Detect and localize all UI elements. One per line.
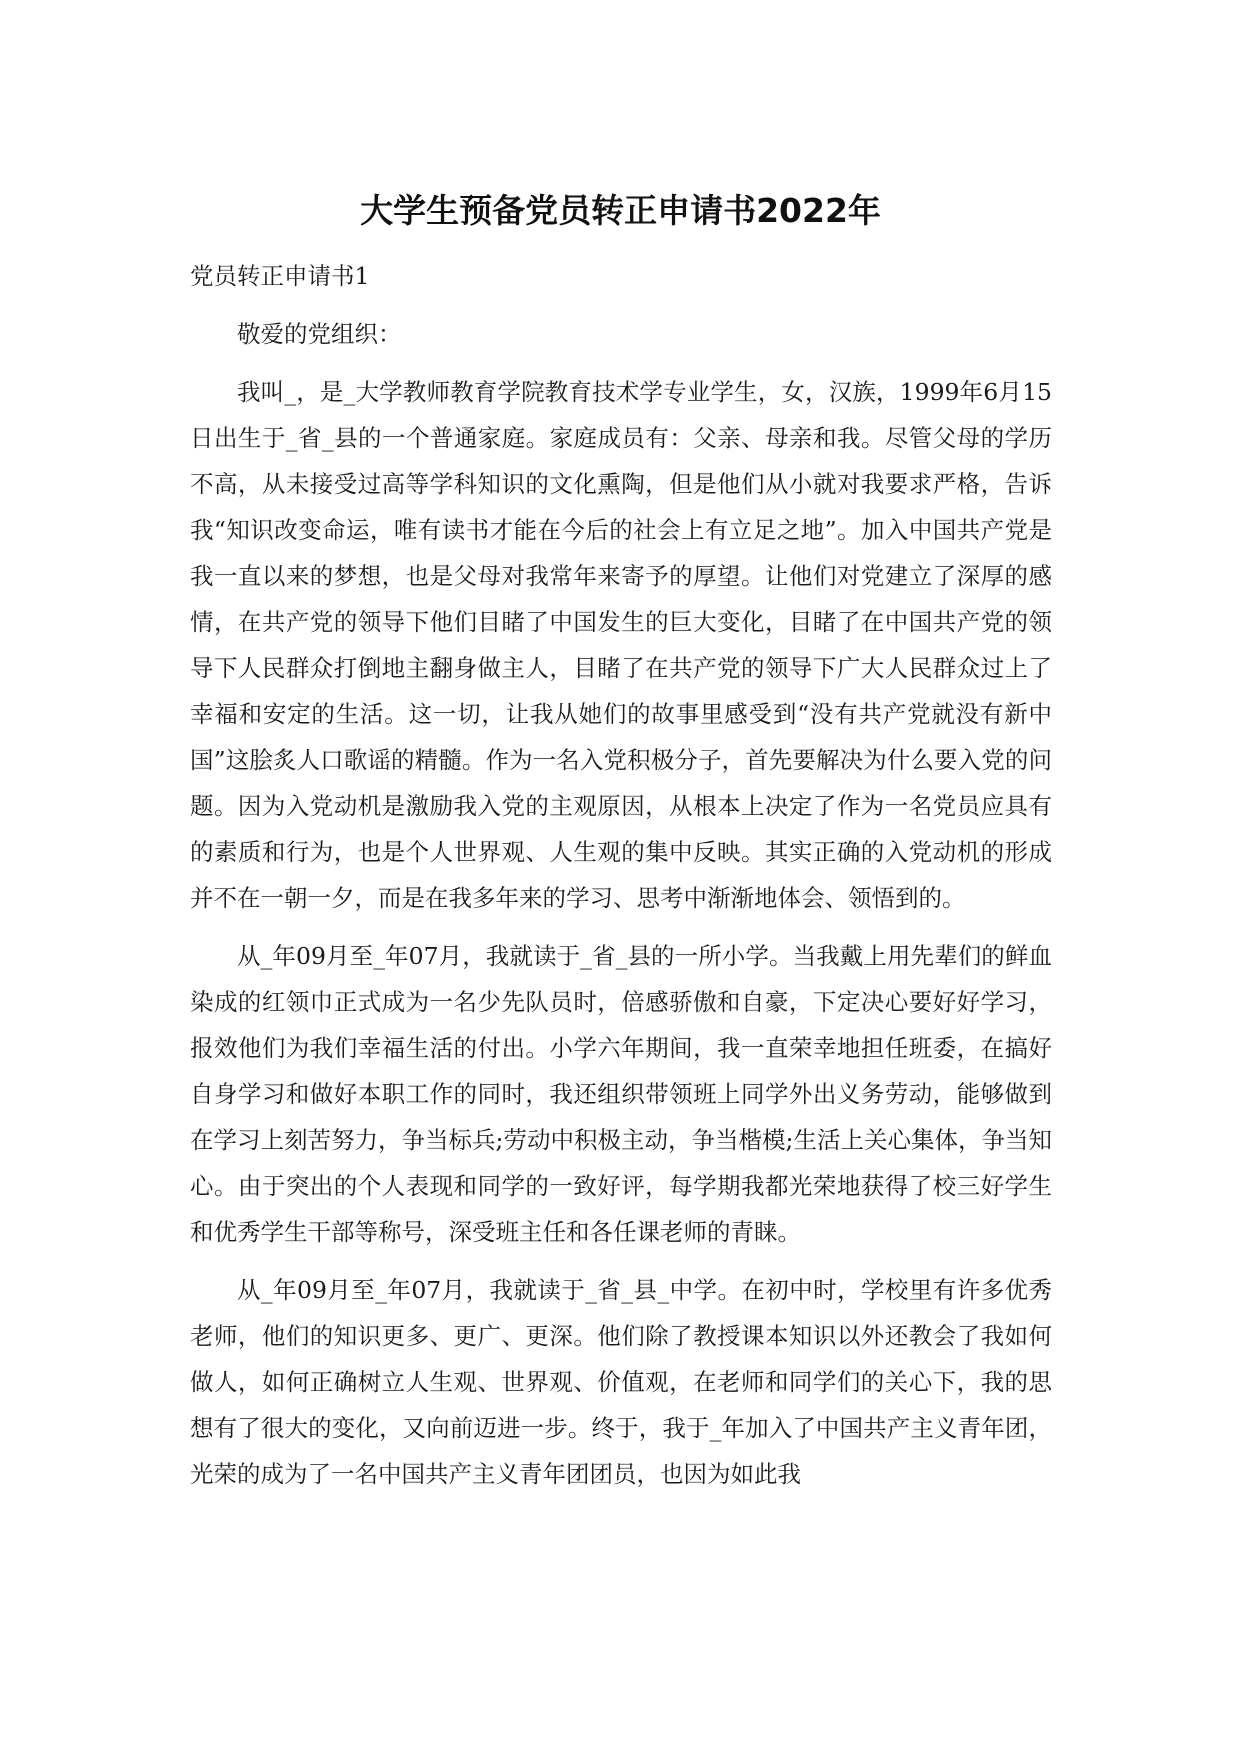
section-heading: 党员转正申请书1 [190, 262, 370, 290]
salutation: 敬爱的党组织： [237, 320, 402, 348]
body-paragraph-1: 我叫_，是_大学教师教育学院教育技术学专业学生，女，汉族，1999年6月15日出生于_省_县的一个普通家庭。家庭成员有：父亲、母亲和我。尽管父母的学历不高，从未接受过高等学科知识的文化熏陶，但是他们从小就对我要求严格，告诉我“知识改变命运，唯有读书才能在今后的社会上有立足之地”。加入中国共产党是我一直以来的梦想，也是父母对我常年来寄予的厚望。让他们对党建立了深厚的感情，在共产党的领导下他们目睹了中国发生的巨大变化，目睹了在中国共产党的领导下人民群众打倒地主翻身做主人，目睹了在共产党的领导下广大人民群众过上了幸福和安定的生活。这一切，让我从她们的故事里感受到“没有共产党就没有新中国”这脍炙人口歌谣的精髓。作为一名入党积极分子，首先要解决为什么要入党的问题。因为入党动机是激励我入党的主观原因，从根本上决定了作为一名党员应具有的素质和行为，也是个人世界观、人生观的集中反映。其实正确的入党动机的形成并不在一朝一夕，而是在我多年来的学习、思考中渐渐地体会、领悟到的。 [190, 378, 1052, 912]
body-paragraph-3: 从_年09月至_年07月，我就读于_省_县_中学。在初中时，学校里有许多优秀老师，他们的知识更多、更广、更深。他们除了教授课本知识以外还教会了我如何做人，如何正确树立人生观、世界观、价值观，在老师和同学们的关心下，我的思想有了很大的变化，又向前迈进一步。终于，我于_年加入了中国共产主义青年团，光荣的成为了一名中国共产主义青年团团员，也因为如此我 [190, 1276, 1052, 1488]
document-body [190, 253, 1052, 1509]
document-title: 大学生预备党员转正申请书2022年 [360, 191, 881, 230]
body-paragraph-2: 从_年09月至_年07月，我就读于_省_县的一所小学。当我戴上用先辈们的鲜血染成的红领巾正式成为一名少先队员时，倍感骄傲和自豪，下定决心要好好学习，报效他们为我们幸福生活的付出。小学六年期间，我一直荣幸地担任班委，在搞好自身学习和做好本职工作的同时，我还组织带领班上同学外出义务劳动，能够做到在学习上刻苦努力，争当标兵;劳动中积极主动，争当楷模;生活上关心集体，争当知心。由于突出的个人表现和同学的一致好评，每学期我都光荣地获得了校三好学生和优秀学生干部等称号，深受班主任和各任课老师的青睐。 [190, 942, 1052, 1246]
